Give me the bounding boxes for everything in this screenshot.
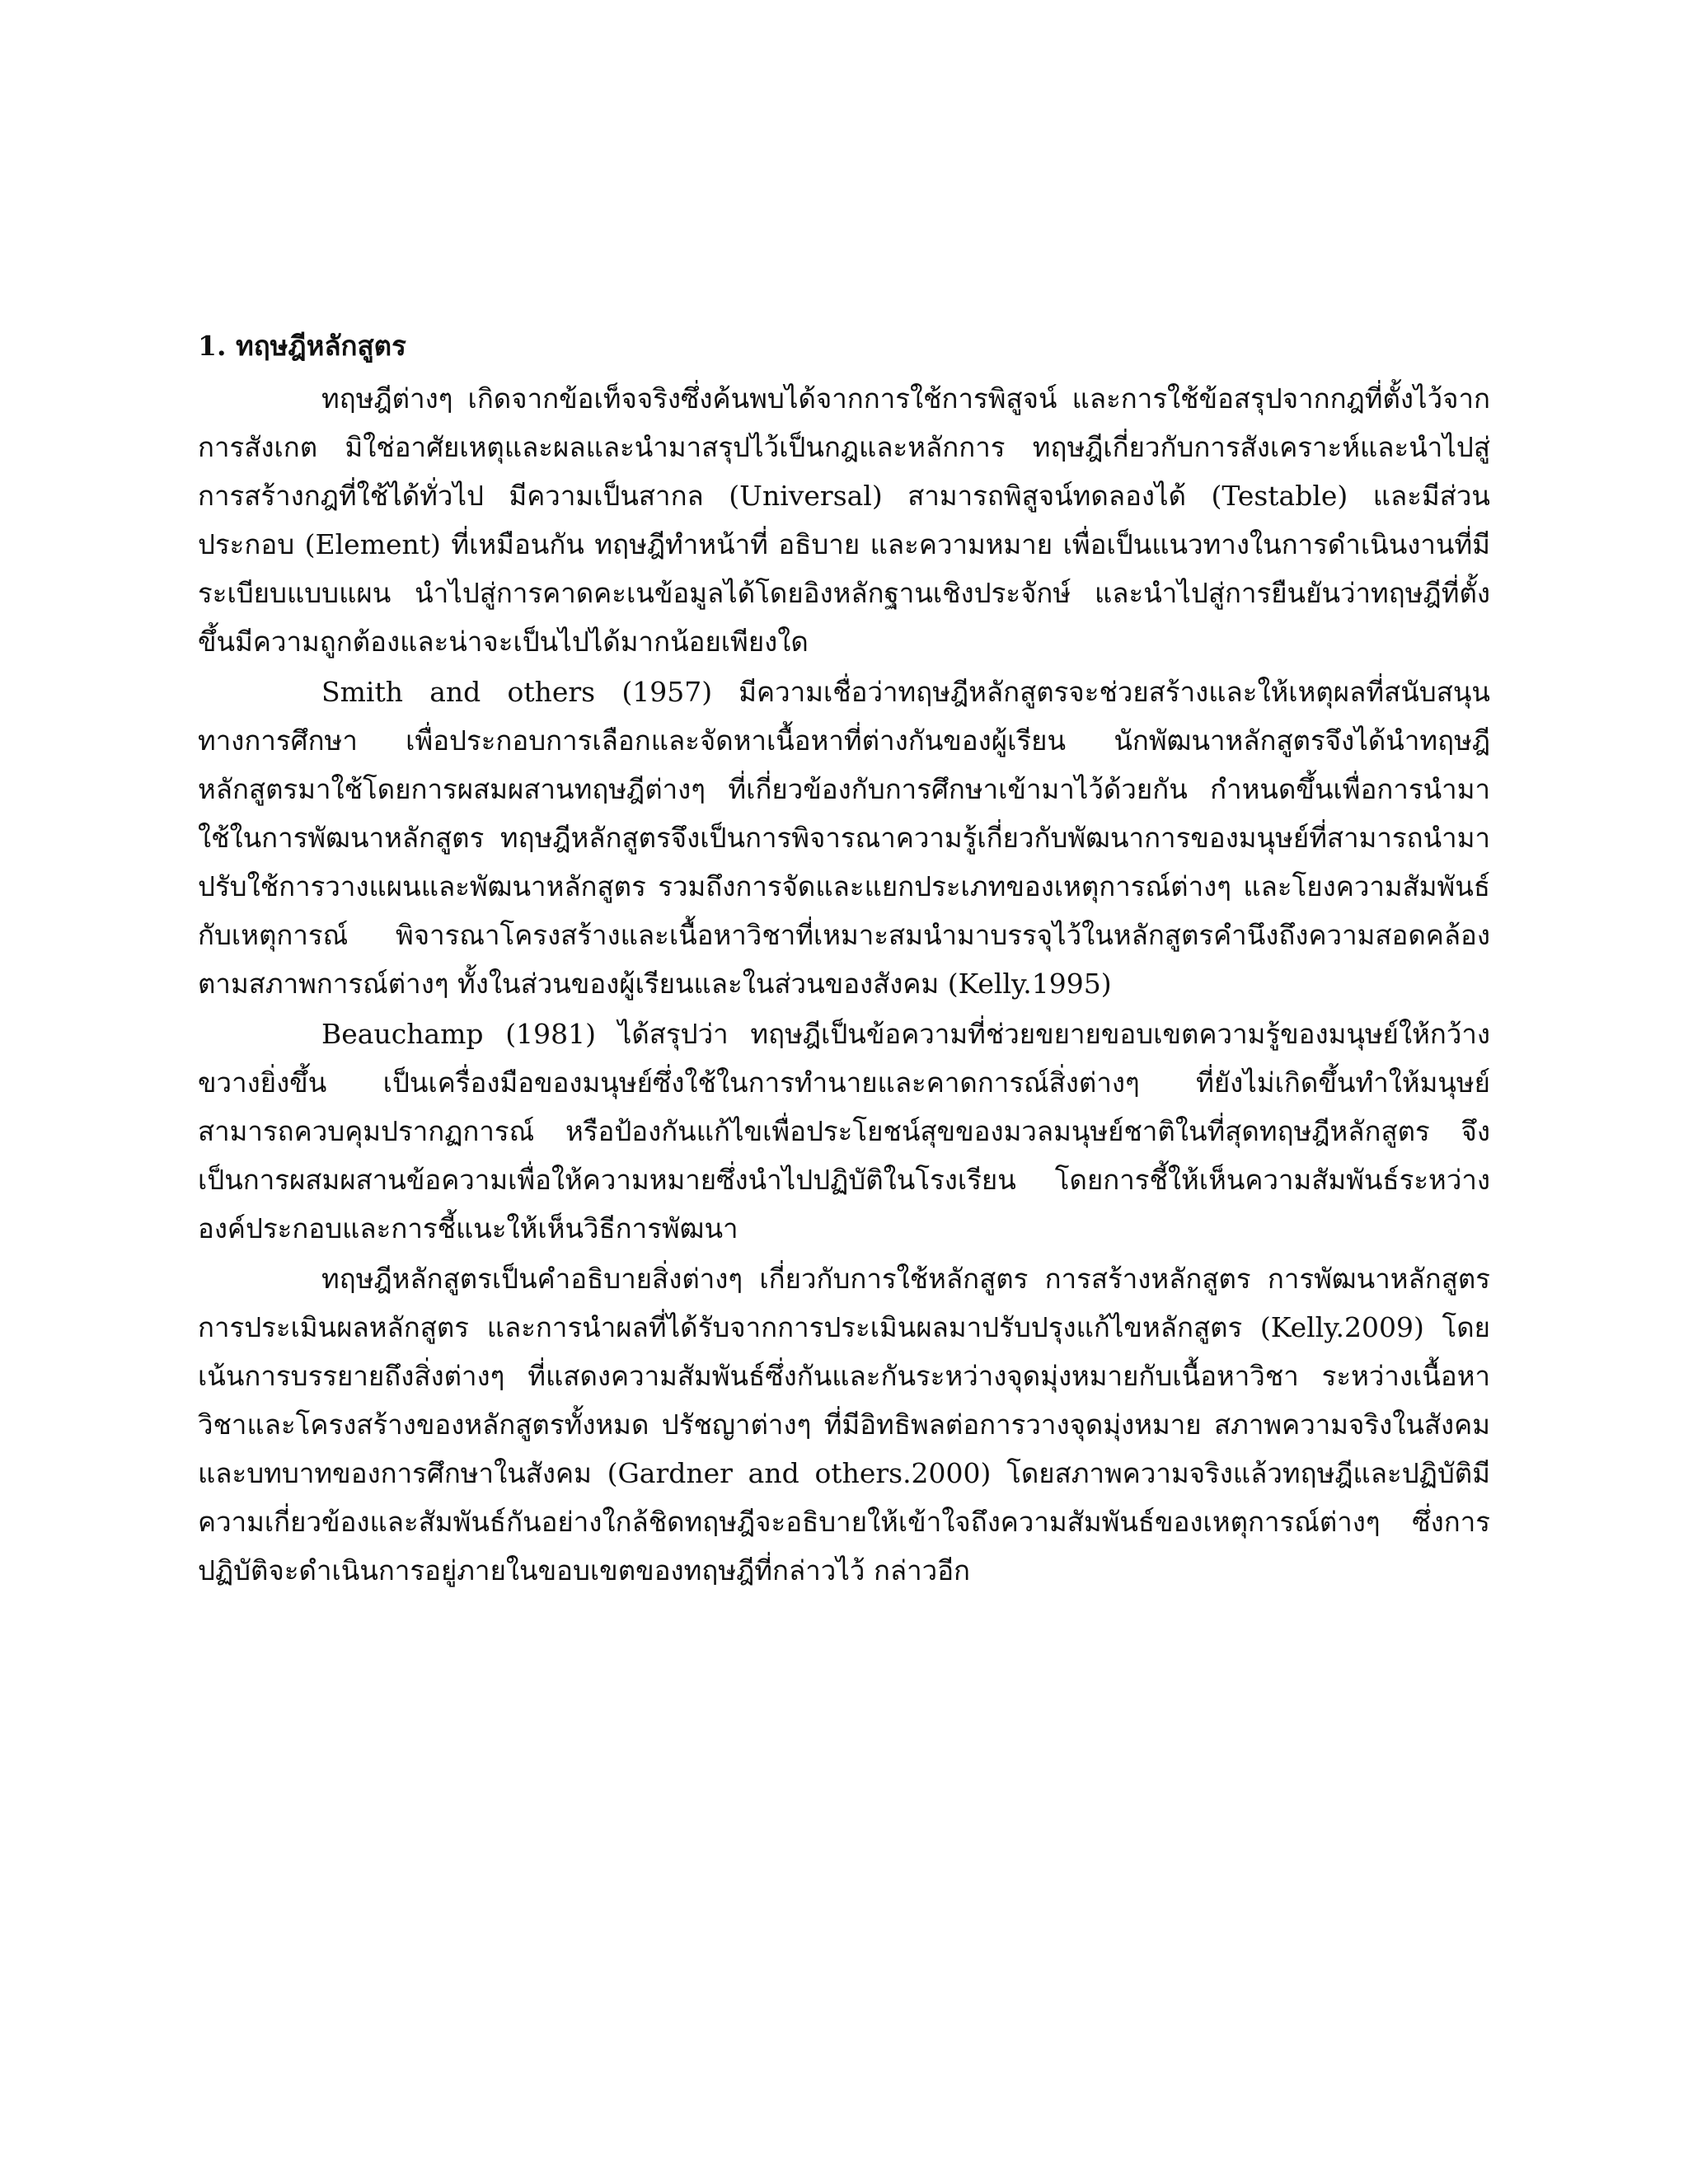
paragraph-curriculum-theory: ทฤษฎีหลักสูตรเป็นคำอธิบายสิ่งต่างๆ เกี่ยวกับการใช้หลักสูตร การสร้างหลักสูตร การพัฒนาหลักสูตร การประเมินผลหลักสูตร และการนำผลที่ได้รับจากการประเมินผลมาปรับปรุงแก้ไขหลักสูตร (Kelly.2009) โดยเน้นการบรรยายถึงสิ่งต่างๆ ที่แสดงความสัมพันธ์ซึ่งกันและกันระหว่างจุดมุ่งหมายกับเนื้อหาวิชา ระหว่างเนื้อหาวิชาและโครงสร้างของหลักสูตรทั้งหมด ปรัชญาต่างๆ ที่มีอิทธิพลต่อการวางจุดมุ่งหมาย สภาพความจริงในสังคม และบทบาทของการศึกษาในสังคม (Gardner and others.2000) โดยสภาพความจริงแล้วทฤษฎีและปฏิบัติมีความเกี่ยวข้องและสัมพันธ์กันอย่างใกล้ชิดทฤษฎีจะอธิบายให้เข้าใจถึงความสัมพันธ์ของเหตุการณ์ต่างๆ ซึ่งการปฏิบัติจะดำเนินการอยู่ภายในขอบเขตของทฤษฎีที่กล่าวไว้ กล่าวอีก: [198, 1263, 1490, 1586]
section-heading: 1. ทฤษฎีหลักสูตร: [198, 330, 406, 362]
document-body: [198, 330, 1490, 1596]
paragraph-theory-definition: ทฤษฎีต่างๆ เกิดจากข้อเท็จจริงซึ่งค้นพบได้จากการใช้การพิสูจน์ และการใช้ข้อสรุปจากกฎที่ตั้งไว้จากการสังเกต มิใช่อาศัยเหตุและผลและนำมาสรุปไว้เป็นกฎและหลักการ ทฤษฎีเกี่ยวกับการสังเคราะห์และนำไปสู่การสร้างกฎที่ใช้ได้ทั่วไป มีความเป็นสากล (Universal) สามารถพิสูจน์ทดลองได้ (Testable) และมีส่วนประกอบ (Element) ที่เหมือนกัน ทฤษฎีทำหน้าที่ อธิบาย และความหมาย เพื่อเป็นแนวทางในการดำเนินงานที่มีระเบียบแบบแผน นำไปสู่การคาดคะเนข้อมูลได้โดยอิงหลักฐานเชิงประจักษ์ และนำไปสู่การยืนยันว่าทฤษฎีที่ตั้งขึ้นมีความถูกต้องและน่าจะเป็นไปได้มากน้อยเพียงใด: [198, 382, 1490, 658]
paragraph-beauchamp-1981: Beauchamp (1981) ได้สรุปว่า ทฤษฎีเป็นข้อความที่ช่วยขยายขอบเขตความรู้ของมนุษย์ให้กว้างขวางยิ่งขึ้น เป็นเครื่องมือของมนุษย์ซึ่งใช้ในการทำนายและคาดการณ์สิ่งต่างๆ ที่ยังไม่เกิดขึ้นทำให้มนุษย์สามารถควบคุมปรากฏการณ์ หรือป้องกันแก้ไขเพื่อประโยชน์สุขของมวลมนุษย์ชาติในที่สุดทฤษฎีหลักสูตร จึงเป็นการผสมผสานข้อความเพื่อให้ความหมายซึ่งนำไปปฏิบัติในโรงเรียน โดยการชี้ให้เห็นความสัมพันธ์ระหว่างองค์ประกอบและการชี้แนะให้เห็นวิธีการพัฒนา: [198, 1018, 1490, 1244]
paragraph-smith-1957: Smith and others (1957) มีความเชื่อว่าทฤษฎีหลักสูตรจะช่วยสร้างและให้เหตุผลที่สนับสนุนทางการศึกษา เพื่อประกอบการเลือกและจัดหาเนื้อหาที่ต่างกันของผู้เรียน นักพัฒนาหลักสูตรจึงได้นำทฤษฎีหลักสูตรมาใช้โดยการผสมผสานทฤษฎีต่างๆ ที่เกี่ยวข้องกับการศึกษาเข้ามาไว้ด้วยกัน กำหนดขึ้นเพื่อการนำมาใช้ในการพัฒนาหลักสูตร ทฤษฎีหลักสูตรจึงเป็นการพิจารณาความรู้เกี่ยวกับพัฒนาการของมนุษย์ที่สามารถนำมาปรับใช้การวางแผนและพัฒนาหลักสูตร รวมถึงการจัดและแยกประเภทของเหตุการณ์ต่างๆ และโยงความสัมพันธ์กับเหตุการณ์ พิจารณาโครงสร้างและเนื้อหาวิชาที่เหมาะสมนำมาบรรจุไว้ในหลักสูตรคำนึงถึงความสอดคล้องตามสภาพการณ์ต่างๆ ทั้งในส่วนของผู้เรียนและในส่วนของสังคม (Kelly.1995): [198, 676, 1490, 1000]
